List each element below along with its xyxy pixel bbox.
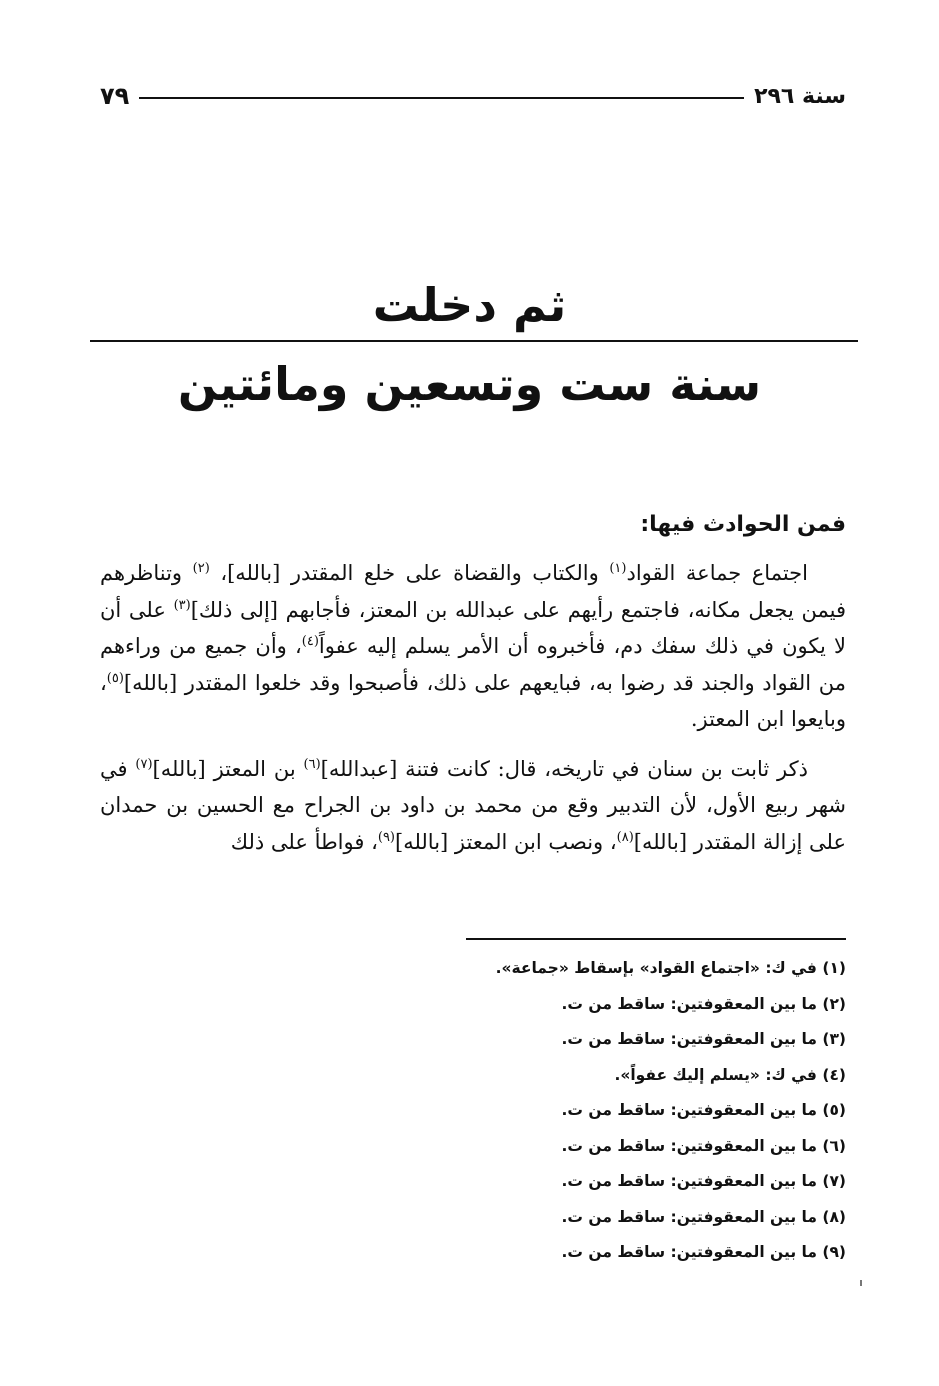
paragraph-2 [100,751,846,861]
paragraph-2-text: ، فواطأ على ذلك [230,829,378,854]
chapter-heading-line2: سنة ست وتسعين ومائتين [177,357,762,411]
footnote-ref-4: (٤) [301,634,319,649]
footnote-ref-1: (١) [609,561,627,576]
body-text [100,555,846,873]
footnote-ref-8: (٨) [616,829,634,845]
paragraph-1-text: والكتاب والقضاة على خلع المقتدر [بالله]، [209,561,610,585]
footnote: (٣) ما بين المعقوفتين: ساقط من ت. [561,1030,846,1048]
footnote-rule [466,938,846,940]
scan-mark [860,1280,862,1286]
section-title: فمن الحوادث فيها: [640,512,846,537]
footnote: (٦) ما بين المعقوفتين: ساقط من ت. [561,1136,846,1155]
paragraph-2-text: ، ونصب ابن المعتز [بالله] [395,829,617,854]
footnote: (٥) ما بين المعقوفتين: ساقط من ت. [561,1101,846,1119]
running-header-year: سنة ٢٩٦ [754,83,846,109]
footnote-ref-9: (٩) [377,829,395,845]
footnote-ref-6: (٦) [303,756,321,772]
paragraph-1 [100,555,846,738]
footnote: (٤) في ك: «يسلم إليك عفواً». [614,1065,846,1084]
running-header [100,78,846,114]
footnote-ref-7: (٧) [135,756,153,772]
header-rule [139,97,744,99]
footnote-ref-2: (٢) [192,561,210,576]
paragraph-2-text: في شهر ربيع الأول، لأن التدبير وقع من محمد بن داود بن الجراح مع الحسين بن حمدان على إزالة المقتدر [بالله] [100,756,846,854]
paragraph-1-text: ، وأن جميع من وراءهم من القواد والجند قد رضوا به، فبايعهم على ذلك، فأصبحوا وقد خلعوا المقتدر [بالله] [100,634,846,695]
footnote: (٩) ما بين المعقوفتين: ساقط من ت. [561,1243,846,1261]
footnote: (٨) ما بين المعقوفتين: ساقط من ت. [561,1207,846,1226]
footnote: (٧) ما بين المعقوفتين: ساقط من ت. [561,1172,846,1190]
paragraph-1-text: اجتماع جماعة القواد [626,561,808,585]
page-number: ٧٩ [100,82,130,110]
footnote: (١) في ك: «اجتماع القواد» بإسقاط «جماعة». [495,959,846,977]
paragraph-2-text: بن المعتز [بالله] [152,756,304,781]
footnote-ref-3: (٣) [173,597,191,613]
chapter-heading-line1: ثم دخلت [372,278,567,332]
footnote: (٢) ما بين المعقوفتين: ساقط من ت. [561,994,846,1013]
paragraph-1-text: وتناظرهم فيمن يجعل مكانه، فاجتمع رأيهم على عبدالله بن المعتز، فأجابهم [إلى ذلك] [100,561,846,622]
footnote-ref-5: (٥) [106,670,124,686]
chapter-heading-rule [90,340,858,342]
paragraph-1-text: على أن لا يكون في ذلك سفك دم، فأخبروه أن الأمر يسلم إليه عفواً [100,597,846,658]
paragraph-1-text: ، وبايعوا ابن المعتز. [100,670,846,731]
paragraph-2-text: ذكر ثابت بن سنان في تاريخه، قال: كانت فتنة [عبدالله] [320,756,808,781]
footnotes [100,951,846,1271]
